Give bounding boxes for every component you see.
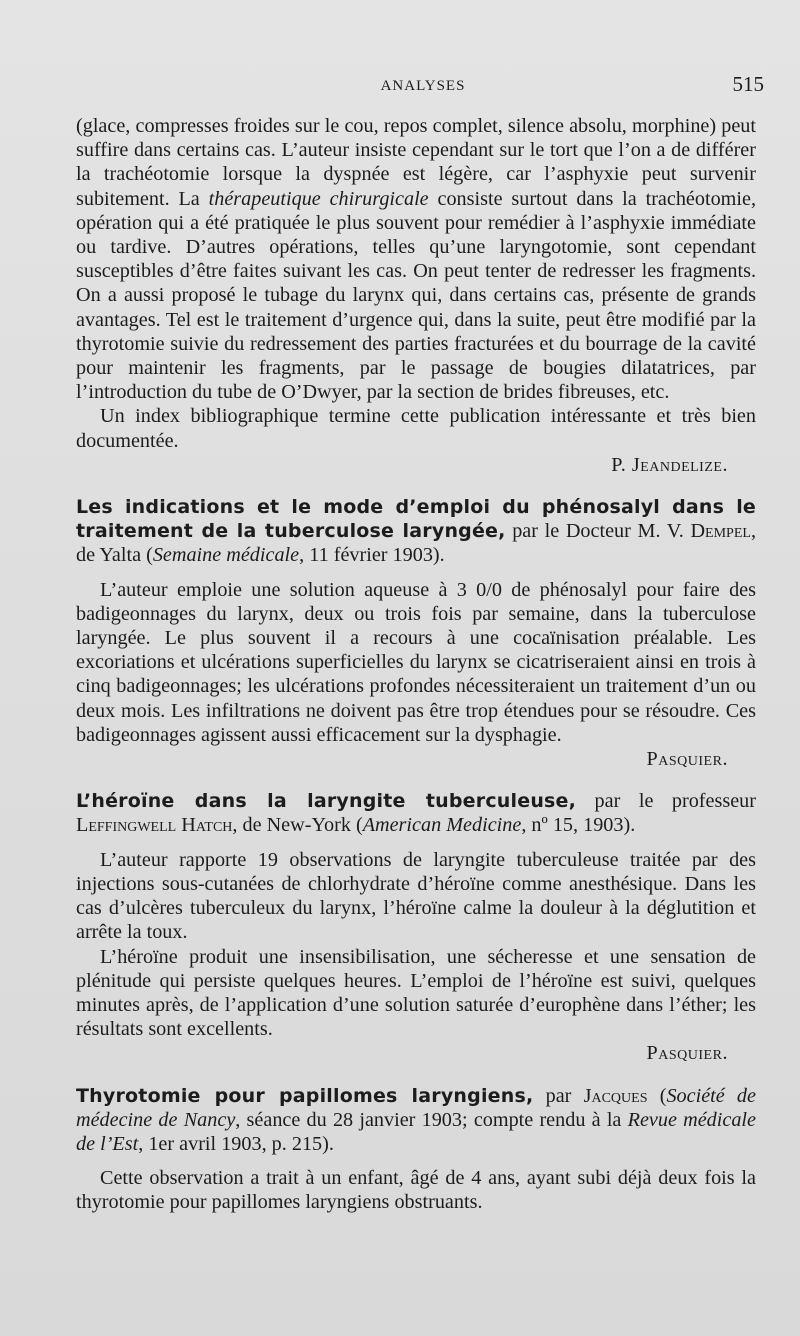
running-head: ANALYSES	[380, 78, 466, 94]
article-body: L’héroïne produit une insensibilisation, une sécheresse et une sensation de plénitude qui persiste quelques heures. L’emploi de l’héroïne est suivi, quelques minutes après, de l’application d’une solution saturée d’europhène dans l’éther; les résultats sont excellents.	[76, 945, 756, 1041]
article-author: Jacques	[583, 1084, 648, 1107]
byline-text: , nº 15, 1903).	[521, 814, 636, 837]
intro-text-a: (glace, compresses froides sur le cou, repos complet, silence absolu, morphine) peut suffire dans certains cas. L’auteur insiste cependant sur le tort que l’on a de différer la trachéotomie lorsque la dyspnée est légère, car l’asphyxie peut survenir subitement. La	[76, 115, 756, 210]
article-body: L’auteur rapporte 19 observations de laryngite tuberculeuse traitée par des injections sous-cutanées de chlorhydrate d’héroïne comme anesthésique. Dans les cas d’ulcères tuberculeux du larynx, l’héroïne calme la douleur à la déglutition et arrête la toux.	[76, 848, 756, 944]
signature-pasquier: Pasquier.	[646, 1042, 728, 1065]
page-text	[76, 114, 756, 1215]
page-header	[78, 72, 768, 100]
byline-text: , 11 février 1903).	[299, 544, 445, 567]
byline-text: (	[647, 1084, 667, 1107]
article-title: Thyrotomie pour papillomes laryngiens,	[76, 1084, 534, 1107]
byline-text: par le Docteur	[505, 520, 638, 543]
byline-text: , de Yalta (	[76, 520, 756, 567]
article-author: Leffingwell Hatch	[76, 814, 233, 837]
byline-text: par	[533, 1084, 584, 1107]
article-body: Cette observation a trait à un enfant, âgé de 4 ans, ayant subi déjà deux fois la thyrotomie pour papillomes laryngiens obstruants.	[76, 1167, 756, 1214]
article-source: American Medicine	[362, 814, 522, 837]
article-title: L’héroïne dans la laryngite tuberculeuse,	[76, 790, 577, 813]
article-body: L’auteur emploie une solution aqueuse à 3 0/0 de phénosalyl pour faire des badigeonnages du larynx, deux ou trois fois par semaine, dans la tuberculose laryngée. Le plus souvent il a recours à une cocaïnisation préalable. Les excoriations et ulcérations superficielles du larynx se cicatriseraient ainsi en trois à cinq badigeonnages; les ulcérations profondes nécessiteraient un traitement d’un ou deux mois. Les infiltrations ne doivent pas être trop étendues pour se résoudre. Ces badigeonnages agissent aussi efficacement sur la dysphagie.	[76, 578, 756, 746]
spacer	[76, 568, 756, 578]
signature-jeandelize: P. Jeandelize.	[611, 453, 728, 476]
article-title: Les indications et le mode d’emploi du phénosalyl dans le traitement de la tuberculose laryngée,	[76, 496, 756, 543]
article-source-2: Revue médicale de l’Est	[76, 1108, 756, 1155]
byline-text: , séance du 28 janvier 1903; compte rendu à la	[235, 1108, 628, 1131]
page-number: 515	[732, 72, 764, 96]
intro-text-b: consiste surtout dans la trachéotomie, opération qui a été pratiquée le plus souvent pour remédier à l’asphyxie immédiate ou tardive. D’autres opérations, telles qu’une laryngotomie, sont cependant susceptibles d’être faites suivant les cas. On peut tenter de redresser les fragments. On a aussi proposé le tubage du larynx qui, dans certains cas, présente de grands avantages. Tel est le traitement d’urgence qui, dans la suite, peut être modifié par la thyrotomie suivie du redressement des parties fracturées et du bourrage de la cavité pour maintenir les fragments, par le passage de bougies dilatatrices, par l’introduction du tube de O’Dwyer, par la section de brides fibreuses, etc.	[76, 187, 757, 404]
article-author: M. V. Dempel	[637, 520, 751, 543]
article-heading-thyrotomie	[76, 1084, 756, 1157]
byline-text: , de New-York (	[232, 814, 363, 837]
article-heading-heroine	[76, 789, 756, 837]
intro-italic: thérapeutique chirurgicale	[208, 187, 429, 210]
signature-pasquier: Pasquier.	[646, 748, 728, 771]
article-source: Société de médecine de Nancy	[76, 1084, 756, 1131]
spacer	[76, 838, 756, 848]
intro-paragraph	[76, 114, 756, 404]
spacer	[76, 1156, 756, 1166]
byline-text: par le professeur	[576, 790, 756, 813]
article-source: Semaine médicale	[152, 544, 300, 567]
article-heading-phenosalyl	[76, 495, 756, 568]
byline-text: , 1er avril 1903, p. 215).	[138, 1132, 334, 1155]
intro-paragraph-2: Un index bibliographique termine cette publication intéressante et très bien documentée.	[76, 405, 756, 452]
